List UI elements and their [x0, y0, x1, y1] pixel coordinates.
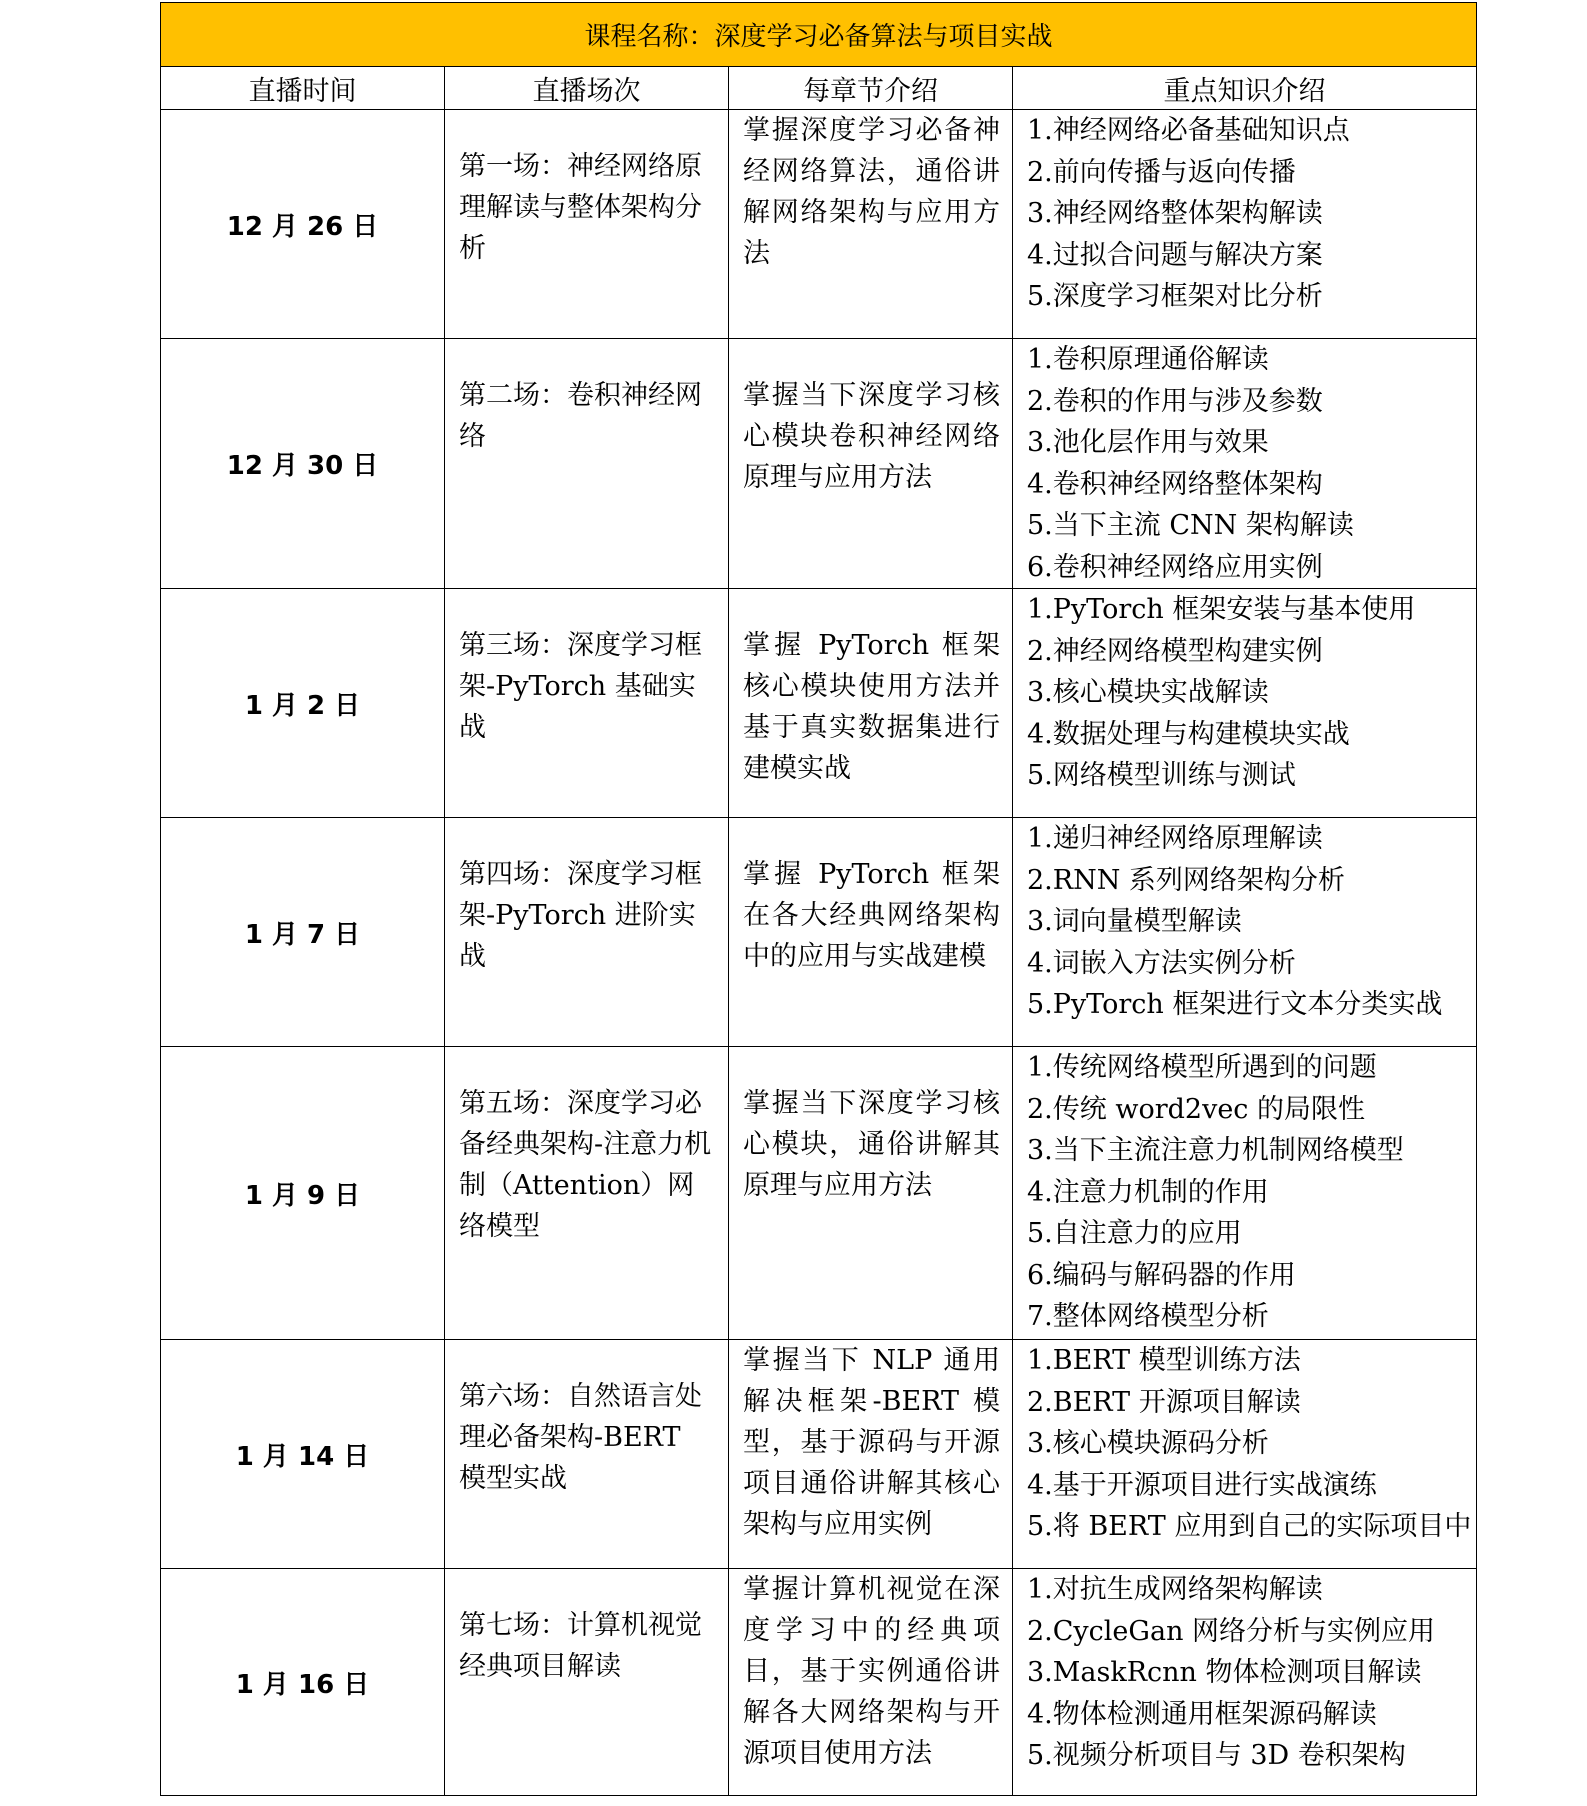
key-point-item: 5.深度学习框架对比分析 [1027, 281, 1323, 312]
key-point-item: 5.视频分析项目与 3D 卷积架构 [1027, 1740, 1406, 1771]
session-text: 第五场：深度学习必备经典架构-注意力机制（Attention）网络模型 [459, 1088, 712, 1242]
session-name [445, 339, 729, 589]
intro-text: 掌握深度学习必备神经网络算法，通俗讲解网络架构与应用方法 [743, 115, 1000, 269]
session-text: 第六场：自然语言处理必备架构-BERT 模型实战 [459, 1381, 702, 1494]
key-point-item: 5.网络模型训练与测试 [1027, 760, 1296, 791]
key-point-item: 4.卷积神经网络整体架构 [1027, 468, 1323, 500]
key-points [1013, 1340, 1477, 1569]
intro-text: 掌握计算机视觉在深度学习中的经典项目，基于实例通俗讲解各大网络架构与开源项目使用方法 [743, 1574, 1000, 1769]
intro-text: 掌握当下深度学习核心模块卷积神经网络原理与应用方法 [743, 380, 1000, 493]
key-point-item: 3.池化层作用与效果 [1027, 427, 1269, 458]
key-point-item: 5.将 BERT 应用到自己的实际项目中 [1027, 1511, 1472, 1542]
key-point-item: 1.PyTorch 框架安装与基本使用 [1027, 594, 1416, 625]
header-key-points: 重点知识介绍 [1013, 67, 1477, 110]
key-point-item: 3.核心模块源码分析 [1027, 1428, 1269, 1459]
key-points [1013, 818, 1477, 1047]
key-points [1013, 339, 1477, 589]
key-points [1013, 110, 1477, 339]
intro-text: 掌握当下 NLP 通用解决框架-BERT 模型，基于源码与开源项目通俗讲解其核心架构与应用实例 [743, 1345, 1000, 1540]
session-name [445, 1340, 729, 1569]
key-point-item: 1.传统网络模型所遇到的问题 [1027, 1052, 1377, 1083]
chapter-intro [729, 110, 1013, 339]
live-date: 12 月 30 日 [161, 339, 445, 589]
intro-text: 掌握 PyTorch 框架核心模块使用方法并基于真实数据集进行建模实战 [743, 630, 1000, 784]
key-point-item: 6.卷积神经网络应用实例 [1027, 551, 1323, 583]
session-text: 第三场：深度学习框架-PyTorch 基础实战 [459, 630, 702, 743]
key-point-item: 2.BERT 开源项目解读 [1027, 1386, 1301, 1418]
course-title: 课程名称：深度学习必备算法与项目实战 [161, 3, 1477, 67]
session-name [445, 1047, 729, 1340]
session-text: 第二场：卷积神经网络 [459, 380, 702, 452]
key-point-item: 5.自注意力的应用 [1027, 1218, 1242, 1249]
live-date: 1 月 7 日 [161, 818, 445, 1047]
chapter-intro [729, 1569, 1013, 1796]
key-points [1013, 1569, 1477, 1796]
key-point-item: 3.神经网络整体架构解读 [1027, 198, 1323, 229]
key-point-item: 1.卷积原理通俗解读 [1027, 344, 1269, 375]
session-name [445, 1569, 729, 1796]
key-point-item: 4.过拟合问题与解决方案 [1027, 239, 1323, 271]
key-point-item: 3.MaskRcnn 物体检测项目解读 [1027, 1657, 1422, 1688]
live-date: 1 月 16 日 [161, 1569, 445, 1796]
table-row [161, 1340, 1477, 1569]
key-point-item: 4.注意力机制的作用 [1027, 1176, 1269, 1208]
header-live-time: 直播时间 [161, 67, 445, 110]
key-points [1013, 1047, 1477, 1340]
chapter-intro [729, 1340, 1013, 1569]
intro-text: 掌握当下深度学习核心模块，通俗讲解其原理与应用方法 [743, 1088, 1000, 1201]
key-point-item: 2.前向传播与返向传播 [1027, 156, 1296, 188]
chapter-intro [729, 818, 1013, 1047]
live-date: 12 月 26 日 [161, 110, 445, 339]
key-point-item: 7.整体网络模型分析 [1027, 1301, 1269, 1332]
table-row [161, 110, 1477, 339]
header-live-session: 直播场次 [445, 67, 729, 110]
key-point-item: 3.核心模块实战解读 [1027, 677, 1269, 708]
key-point-item: 4.物体检测通用框架源码解读 [1027, 1698, 1377, 1730]
key-point-item: 2.RNN 系列网络架构分析 [1027, 864, 1345, 896]
session-name [445, 589, 729, 818]
table-row [161, 589, 1477, 818]
session-text: 第七场：计算机视觉经典项目解读 [459, 1610, 702, 1682]
key-point-item: 1.BERT 模型训练方法 [1027, 1345, 1301, 1376]
key-point-item: 4.基于开源项目进行实战演练 [1027, 1469, 1377, 1501]
key-point-item: 4.数据处理与构建模块实战 [1027, 718, 1350, 750]
key-point-item: 3.当下主流注意力机制网络模型 [1027, 1135, 1404, 1166]
live-date: 1 月 2 日 [161, 589, 445, 818]
intro-text: 掌握 PyTorch 框架在各大经典网络架构中的应用与实战建模 [743, 859, 1000, 972]
session-name [445, 110, 729, 339]
key-point-item: 4.词嵌入方法实例分析 [1027, 947, 1296, 979]
key-point-item: 3.词向量模型解读 [1027, 906, 1242, 937]
course-schedule-table [160, 2, 1477, 1796]
chapter-intro [729, 1047, 1013, 1340]
live-date: 1 月 9 日 [161, 1047, 445, 1340]
session-name [445, 818, 729, 1047]
session-text: 第四场：深度学习框架-PyTorch 进阶实战 [459, 859, 702, 972]
key-point-item: 5.PyTorch 框架进行文本分类实战 [1027, 989, 1443, 1020]
table-row [161, 818, 1477, 1047]
key-point-item: 6.编码与解码器的作用 [1027, 1259, 1296, 1291]
chapter-intro [729, 589, 1013, 818]
key-point-item: 1.神经网络必备基础知识点 [1027, 115, 1350, 146]
title-row [161, 3, 1477, 67]
key-point-item: 2.卷积的作用与涉及参数 [1027, 385, 1323, 417]
header-chapter-intro: 每章节介绍 [729, 67, 1013, 110]
key-point-item: 1.对抗生成网络架构解读 [1027, 1574, 1323, 1605]
table-row [161, 1569, 1477, 1796]
key-point-item: 2.传统 word2vec 的局限性 [1027, 1093, 1366, 1125]
key-point-item: 2.神经网络模型构建实例 [1027, 635, 1323, 667]
key-point-item: 2.CycleGan 网络分析与实例应用 [1027, 1615, 1436, 1647]
header-row [161, 67, 1477, 110]
chapter-intro [729, 339, 1013, 589]
live-date: 1 月 14 日 [161, 1340, 445, 1569]
table-row [161, 1047, 1477, 1340]
key-points [1013, 589, 1477, 818]
table-row [161, 339, 1477, 589]
key-point-item: 1.递归神经网络原理解读 [1027, 823, 1323, 854]
key-point-item: 5.当下主流 CNN 架构解读 [1027, 510, 1354, 541]
session-text: 第一场：神经网络原理解读与整体架构分析 [459, 151, 702, 264]
